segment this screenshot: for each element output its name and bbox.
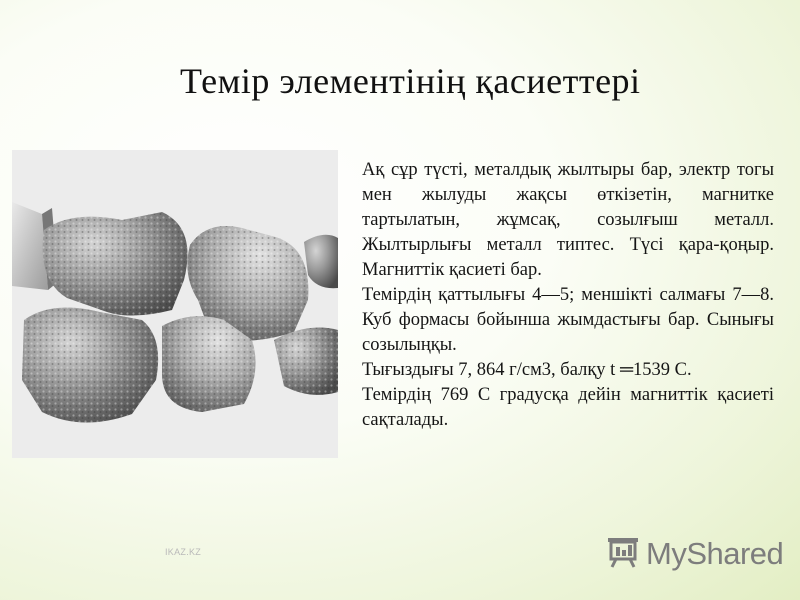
iron-pieces-illustration	[12, 150, 338, 458]
paragraph-hardness: Темірдің қаттылығы 4—5; меншікті салмағы 7—8. Куб формасы бойынша жымдастығы бар. Сынығы созылыңқы.	[362, 285, 774, 355]
slide-title: Темір элементінің қасиеттері	[180, 61, 641, 101]
paragraph-magnetism: Темірдің 769 С градусқа дейін магниттік қасиеті сақталады.	[362, 385, 774, 430]
watermark-text: MyShared	[646, 536, 784, 571]
paragraph-appearance: Ақ сұр түсті, металдық жылтыры бар, электр тогы мен жылуды жақсы өткізетін, магнитке тартылатын, жұмсақ, созылғыш металл. Жылтырлығы металл типтес. Түсі қара-қоңыр. Магниттік қасиеті бар.	[362, 160, 774, 280]
myshared-watermark	[606, 534, 783, 574]
paragraph-density: Тығыздығы 7, 864 г/см3, балқу t ═1539 С.	[362, 360, 692, 380]
source-label: IKAZ.KZ	[165, 547, 202, 557]
properties-text	[362, 158, 774, 433]
presentation-board-icon	[606, 535, 640, 574]
iron-photo	[12, 150, 338, 458]
